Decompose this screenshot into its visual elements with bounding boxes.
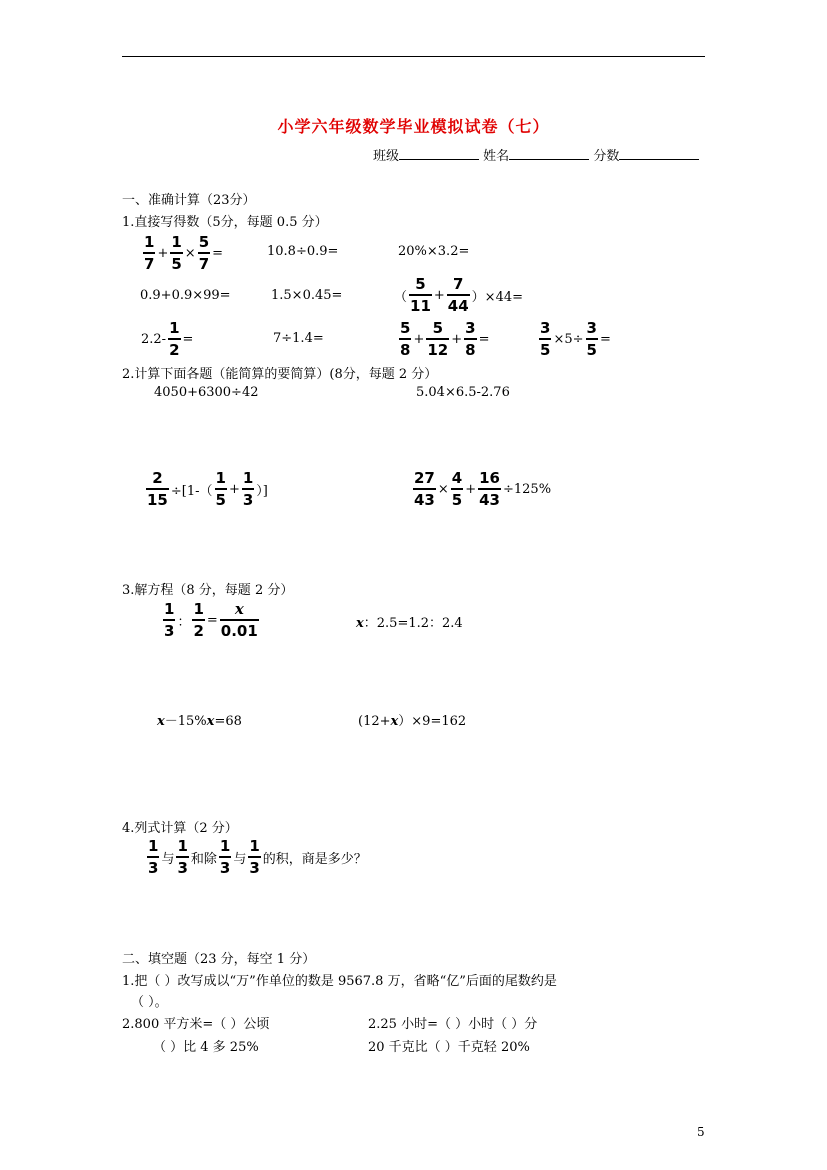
q2-expr-4: $\frac{27}{43}$ × $\frac{4}{5}$ + $\frac{16}{43}$ ÷125% — [414, 469, 552, 509]
q1-expr-5: 1.5×0.45= — [271, 288, 343, 303]
fraction: $\frac{5}{8}$ — [400, 319, 411, 359]
fraction: $\frac{5}{11}$ — [410, 275, 431, 315]
fraction: $\frac{5}{12}$ — [427, 319, 449, 359]
q1-expr-6: （ $\frac{5}{11}$ + $\frac{7}{44}$ ）×44= — [394, 275, 523, 315]
page-number: 5 — [697, 1125, 705, 1139]
fraction: $\frac{3}{5}$ — [586, 319, 597, 359]
fraction: $\frac{1}{3}$ — [219, 837, 231, 877]
q3-expr-3: x－15%x=68 — [157, 714, 242, 729]
fraction: $\frac{3}{5}$ — [540, 319, 551, 359]
student-info — [373, 145, 699, 164]
fraction: $\frac{5}{7}$ — [198, 233, 210, 273]
fraction: $\frac{1}{2}$ — [193, 600, 204, 640]
q1-expr-7: 2.2- $\frac{1}{2}$ = — [141, 319, 194, 359]
header-rule — [122, 56, 705, 57]
s2-q2-c: （ ）比 4 多 25% — [153, 1040, 259, 1055]
fraction: $\frac{27}{43}$ — [414, 469, 435, 509]
section-2-heading: 二、填空题（23 分，每空 1 分） — [122, 952, 316, 967]
fraction: $\frac{1}{5}$ — [171, 233, 182, 273]
s2-q2-a: 2.800 平方米=（ ）公顷 — [122, 1017, 270, 1032]
q2-expr-3: $\frac{2}{15}$ ÷[1-（ $\frac{1}{5}$ + $\frac{1}{3}$ ）] — [147, 469, 268, 509]
q2-label: 2.计算下面各题（能简算的要简算）(8分，每题 2 分） — [122, 367, 438, 382]
q2-expr-1: 4050+6300÷42 — [154, 385, 259, 400]
s2-q1-line-1: 1.把（ ）改写成以“万”作单位的数是 9567.8 万，省略“亿”后面的尾数约是 — [122, 974, 557, 989]
fraction: $\frac{3}{8}$ — [465, 319, 476, 359]
q3-label: 3.解方程（8 分，每题 2 分） — [122, 583, 294, 598]
score-blank[interactable] — [619, 146, 699, 160]
fraction: $\frac{1}{3}$ — [177, 837, 188, 877]
q1-expr-4: 0.9+0.9×99= — [140, 288, 231, 303]
q3-expr-2: x：2.5=1.2：2.4 — [356, 616, 463, 631]
class-blank[interactable] — [399, 146, 479, 160]
fraction: $\frac{4}{5}$ — [451, 469, 463, 509]
q1-expr-2: 10.8÷0.9= — [267, 244, 339, 259]
q1-label: 1.直接写得数（5分，每题 0.5 分） — [122, 215, 328, 230]
q1-expr-8: 7÷1.4= — [273, 331, 324, 346]
fraction: $\frac{2}{15}$ — [147, 469, 168, 509]
q3-expr-1: $\frac{1}{3}$ ： $\frac{1}{2}$ = $\frac{x}{0.01}$ — [164, 600, 258, 640]
fraction: $\frac{1}{5}$ — [215, 469, 226, 509]
fraction: $\frac{1}{3}$ — [249, 837, 260, 877]
q1-expr-10: $\frac{3}{5}$ ×5÷ $\frac{3}{5}$ = — [540, 319, 611, 359]
fraction: $\frac{x}{0.01}$ — [220, 600, 258, 640]
fraction: $\frac{1}{2}$ — [169, 319, 180, 359]
s2-q2-b: 2.25 小时=（ ）小时（ ）分 — [368, 1017, 538, 1032]
q4-label: 4.列式计算（2 分） — [122, 821, 238, 836]
q4-expr: $\frac{1}{3}$ 与 $\frac{1}{3}$ 和除 $\frac{1}{3}$ 与 $\frac{1}{3}$ 的积，商是多少？ — [148, 837, 367, 877]
fraction: $\frac{1}{3}$ — [242, 469, 254, 509]
q3-expr-4: (12+x）×9=162 — [358, 714, 467, 729]
fraction: $\frac{1}{7}$ — [144, 233, 155, 273]
name-label: 姓名 — [483, 149, 510, 164]
name-blank[interactable] — [509, 146, 589, 160]
class-label: 班级 — [373, 149, 400, 164]
q1-expr-1: $\frac{1}{7}$ + $\frac{1}{5}$ × $\frac{5}{7}$ = — [144, 233, 224, 273]
q1-expr-9: $\frac{5}{8}$ + $\frac{5}{12}$ + $\frac{3}{8}$ = — [400, 319, 490, 359]
q2-expr-2: 5.04×6.5-2.76 — [416, 385, 510, 400]
fraction: $\frac{7}{44}$ — [447, 275, 469, 315]
fraction: $\frac{1}{3}$ — [148, 837, 159, 877]
fraction: $\frac{16}{43}$ — [479, 469, 500, 509]
s2-q2-d: 20 千克比（ ）千克轻 20% — [368, 1040, 530, 1055]
section-1-heading: 一、准确计算（23分） — [122, 193, 256, 208]
s2-q1-line-2: （ ）。 — [131, 995, 168, 1010]
fraction: $\frac{1}{3}$ — [164, 600, 175, 640]
q1-expr-3: 20%×3.2= — [398, 244, 470, 259]
score-label: 分数 — [593, 149, 620, 164]
page-title: 小学六年级数学毕业模拟试卷（七） — [277, 117, 550, 136]
